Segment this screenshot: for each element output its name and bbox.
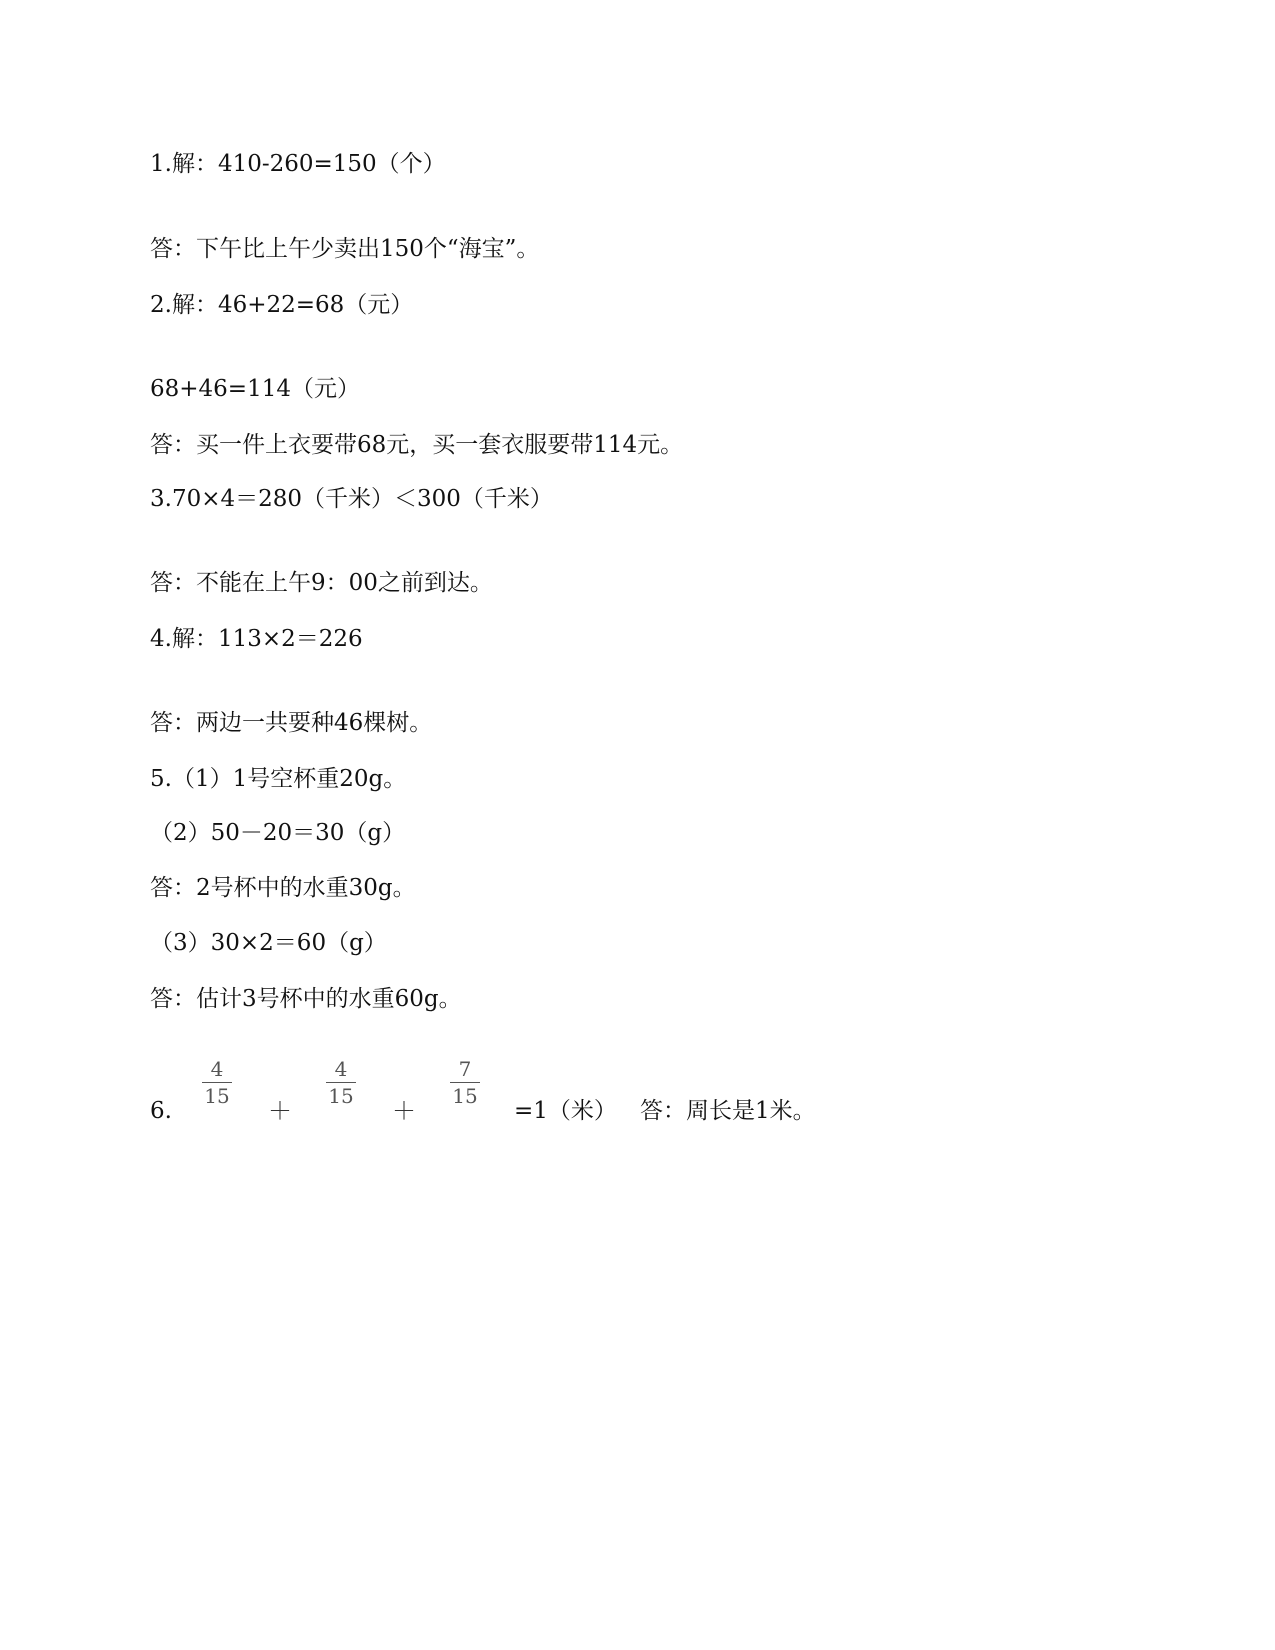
q2-solution-step1: 2.解：46+22=68（元） xyxy=(150,292,414,318)
fraction-1-numerator: 4 xyxy=(210,1057,224,1081)
q6-result: =1（米） xyxy=(514,1098,617,1124)
q4-answer: 答：两边一共要种46棵树。 xyxy=(150,710,433,736)
q6-label: 6. xyxy=(150,1098,172,1124)
fraction-3-numerator: 7 xyxy=(458,1057,472,1081)
q5-part3-solution: （3）30×2＝60（g） xyxy=(150,930,387,956)
q2-answer: 答：买一件上衣要带68元，买一套衣服要带114元。 xyxy=(150,432,684,458)
q4-solution: 4.解：113×2＝226 xyxy=(150,626,363,652)
q5-part1: 5.（1）1号空杯重20g。 xyxy=(150,766,407,792)
q2-solution-step2: 68+46=114（元） xyxy=(150,376,360,402)
q3-answer: 答：不能在上午9：00之前到达。 xyxy=(150,570,493,596)
fraction-bar xyxy=(326,1082,356,1083)
plus-sign-2: ＋ xyxy=(392,1097,416,1125)
q3-solution: 3.70×4＝280（千米）＜300（千米） xyxy=(150,486,553,512)
q1-answer: 答：下午比上午少卖出150个“海宝”。 xyxy=(150,236,540,262)
plus-sign-1: ＋ xyxy=(268,1097,292,1125)
fraction-2 xyxy=(324,1058,358,1107)
q1-solution: 1.解：410-260=150（个） xyxy=(150,151,446,177)
fraction-3 xyxy=(448,1058,482,1107)
fraction-1 xyxy=(200,1058,234,1107)
fraction-2-numerator: 4 xyxy=(334,1057,348,1081)
fraction-2-denominator: 15 xyxy=(328,1084,354,1108)
q6-answer: 答：周长是1米。 xyxy=(640,1098,816,1124)
fraction-bar xyxy=(202,1082,232,1083)
q5-part3-answer: 答：估计3号杯中的水重60g。 xyxy=(150,986,462,1012)
q5-part2-answer: 答：2号杯中的水重30g。 xyxy=(150,875,416,901)
fraction-3-denominator: 15 xyxy=(452,1084,478,1108)
fraction-1-denominator: 15 xyxy=(204,1084,230,1108)
q5-part2-solution: （2）50－20＝30（g） xyxy=(150,820,406,846)
fraction-bar xyxy=(450,1082,480,1083)
